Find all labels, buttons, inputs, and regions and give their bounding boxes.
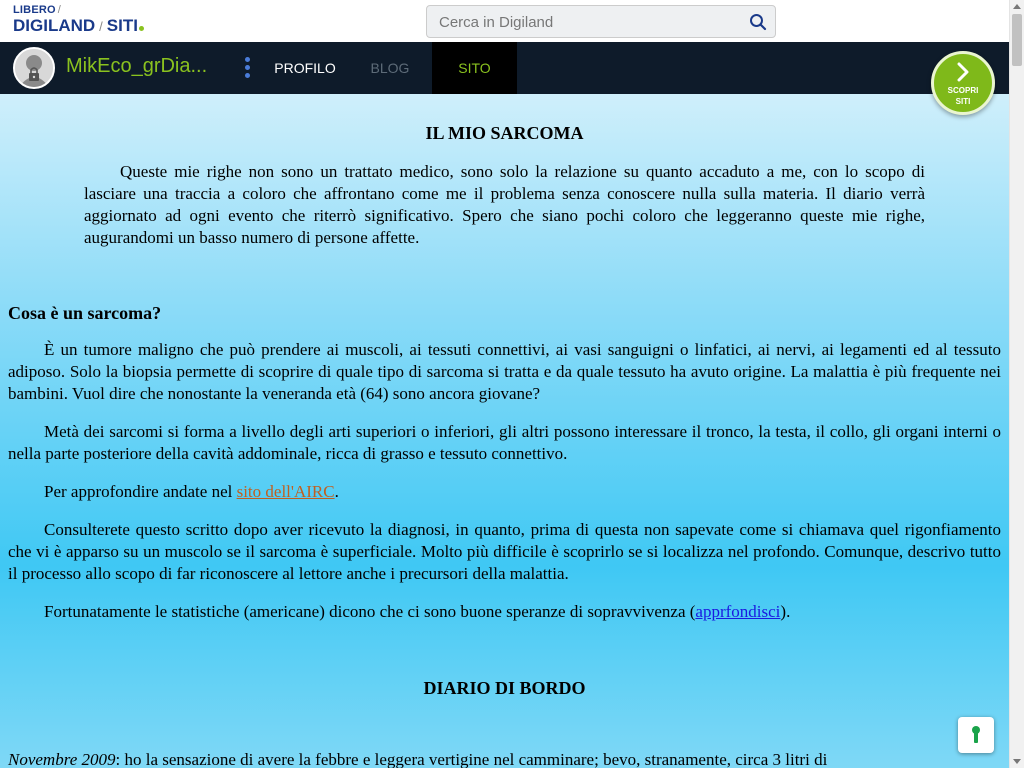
- scroll-up-arrow-icon[interactable]: [1013, 4, 1021, 9]
- scopri-label: SCOPRI: [947, 86, 979, 95]
- paragraph-location: Metà dei sarcomi si forma a livello degli arti superiori o inferiori, gli altri possono interessare il tronco, la testa, il collo, gli organi interni o nella parte posteriore della cavità addominale, ricca di grasso e tessuto connettivo.: [8, 422, 1001, 463]
- scopri-siti-button[interactable]: [931, 51, 995, 115]
- search-input[interactable]: [439, 12, 739, 32]
- privacy-settings-button[interactable]: [958, 717, 994, 753]
- section-heading: Cosa è un sarcoma?: [8, 303, 162, 323]
- intro-paragraph: Queste mie righe non sono un trattato medico, sono solo la relazione su quanto accaduto a me, con lo scopo di lasciare una traccia a coloro che affrontano come me il problema senza conoscere nulla sulla materia. Il diario verrà aggiornato ad ogni evento che riterrò significativo. Spero che siano pochi coloro che leggeranno queste mie righe, augurandomi un basso numero di persone affette.: [84, 162, 925, 247]
- avatar[interactable]: [13, 47, 55, 89]
- more-options-icon[interactable]: [243, 57, 251, 79]
- airc-text-after: .: [334, 482, 339, 501]
- site-nav-bar: [0, 42, 1009, 94]
- diary-date: Novembre 2009: [8, 750, 116, 768]
- site-name[interactable]: MikEco_grDia...: [66, 55, 208, 77]
- logo-libero: LIBERO: [13, 4, 56, 16]
- search-icon[interactable]: [749, 13, 767, 31]
- paragraph-diagnosis: Consulterete questo scritto dopo aver ricevuto la diagnosi, in quanto, prima di questa non sapevate come si chiamava quel rigonfiamento che vi è apparso su un muscolo se il sarcoma è superficiale. Molto più difficile è scoprirlo se si localizza nel profondo. Comunque, descrivo tutto il processo allo scopo di far riconoscere al lettore anche i precursori della malattia.: [8, 520, 1001, 583]
- user-lock-icon: [15, 49, 53, 87]
- search-box: [426, 5, 776, 38]
- airc-link[interactable]: sito dell'AIRC: [236, 482, 335, 501]
- keyhole-icon: [958, 717, 994, 753]
- siti-label: SITI: [955, 97, 971, 106]
- top-bar: [0, 0, 1009, 42]
- scrollbar-thumb[interactable]: [1012, 14, 1022, 66]
- diary-text: : ho la sensazione di avere la febbre e leggera vertigine nel camminare; bevo, stranamente, circa 3 litri di: [115, 750, 828, 768]
- paragraph-definition: È un tumore maligno che può prendere ai muscoli, ai tessuti connettivi, ai vasi sanguigni o linfatici, ai nervi, ai legamenti ed al tessuto adiposo. Solo la biopsia permette di scoprire di quale tipo di sarcoma si tratta e da quale tessuto ha avuto origine. La malattia è più frequente nei bambini. Vuol dire che nonostante la veneranda età (64) sono ancora giovane?: [8, 340, 1001, 403]
- page-scrollbar[interactable]: [1009, 0, 1024, 768]
- diary-title: DIARIO DI BORDO: [423, 678, 586, 698]
- logo-slash: /: [57, 4, 62, 16]
- tab-sito[interactable]: SITO: [432, 42, 517, 94]
- page-content: [0, 94, 1009, 768]
- statistics-text-before: Fortunatamente le statistiche (americane) dicono che ci sono buone speranze di sopravvivenza (: [44, 602, 696, 621]
- airc-text-before: Per approfondire andate nel: [44, 482, 237, 501]
- diary-entry: [8, 749, 1001, 768]
- chevron-right-icon: [956, 62, 970, 82]
- article-title: IL MIO SARCOMA: [425, 123, 584, 143]
- digiland-logo[interactable]: [13, 4, 144, 36]
- paragraph-statistics: [8, 601, 1001, 623]
- statistics-text-after: ).: [780, 602, 791, 621]
- logo-siti: SITI: [106, 16, 138, 35]
- tab-profilo[interactable]: PROFILO: [274, 60, 336, 76]
- scroll-down-arrow-icon[interactable]: [1013, 759, 1021, 764]
- logo-slash-2: /: [99, 19, 103, 34]
- logo-dot: [139, 26, 144, 31]
- logo-digiland: DIGILAND: [13, 16, 96, 35]
- paragraph-airc: [8, 481, 1001, 503]
- tab-blog[interactable]: BLOG: [370, 60, 410, 76]
- approfondisci-link[interactable]: apprfondisci: [695, 602, 781, 621]
